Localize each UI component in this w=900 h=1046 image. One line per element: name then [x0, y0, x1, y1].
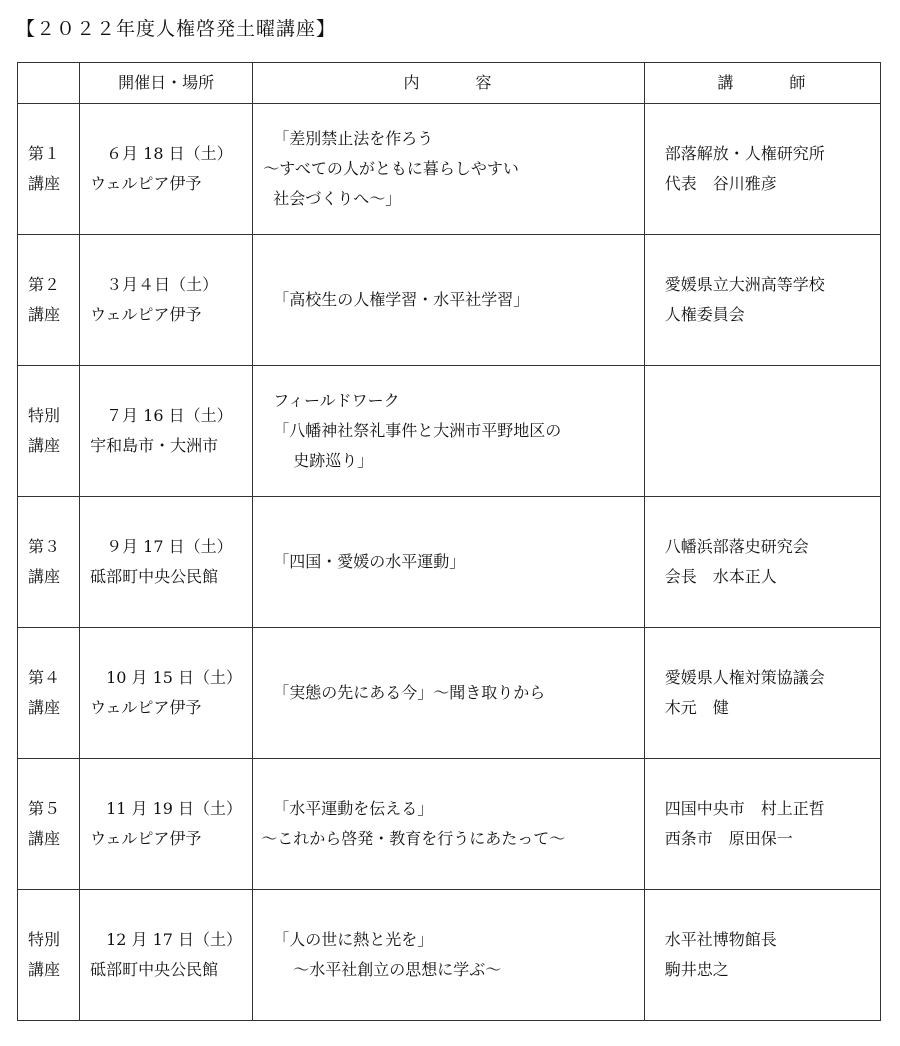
session-number: [18, 628, 80, 759]
session-date-place: [80, 890, 253, 1021]
session-number-line: 第５: [28, 799, 61, 818]
session-content: [253, 104, 644, 235]
content-line: 社会づくりへ～」: [273, 189, 402, 208]
content-line: 「差別禁止法を作ろう: [273, 129, 434, 148]
session-date: ６月 18 日（土）: [106, 144, 233, 163]
session-content: [253, 497, 644, 628]
session-content: [253, 759, 644, 890]
session-lecturer: [644, 104, 880, 235]
session-place: ウェルピア伊予: [90, 698, 202, 717]
content-line: 「高校生の人権学習・水平社学習」: [273, 290, 530, 309]
session-date-place: [80, 235, 253, 366]
session-place: 砥部町中央公民館: [90, 960, 219, 979]
table-header-row: [18, 63, 881, 104]
session-lecturer: [644, 628, 880, 759]
content-line: ～すべての人がともに暮らしやすい: [263, 159, 519, 178]
session-date-place: [80, 104, 253, 235]
table-row: [18, 104, 881, 235]
session-number-line: 第４: [28, 668, 61, 687]
lecturer-line: 木元 健: [664, 698, 729, 717]
content-line: ～水平社創立の思想に学ぶ～: [293, 960, 502, 979]
session-number-line: 第３: [28, 537, 61, 556]
page-title: 【２０２２年度人権啓発土曜講座】: [16, 18, 337, 40]
session-number-line: 講座: [28, 567, 61, 586]
session-number-line: 特別: [28, 406, 61, 425]
session-number-line: 講座: [28, 960, 61, 979]
lecturer-line: 部落解放・人権研究所: [664, 144, 825, 163]
lecturer-line: 四国中央市 村上正哲: [664, 799, 825, 818]
session-number-line: 講座: [28, 305, 61, 324]
session-number-line: 第２: [28, 275, 61, 294]
header-blank: [18, 63, 80, 104]
lecturer-line: 愛媛県人権対策協議会: [664, 668, 825, 687]
session-place: 砥部町中央公民館: [90, 567, 219, 586]
lecturer-line: 会長 水本正人: [664, 567, 777, 586]
session-date: 10 月 15 日（土）: [106, 668, 243, 687]
session-date-place: [80, 628, 253, 759]
lecturer-line: 人権委員会: [664, 305, 745, 324]
content-line: 「四国・愛媛の水平運動」: [273, 552, 466, 571]
session-number: [18, 497, 80, 628]
lecturer-line: 代表 谷川雅彦: [664, 174, 777, 193]
session-date: ３月４日（土）: [106, 275, 219, 294]
table-row: [18, 890, 881, 1021]
content-line: フィールドワーク: [273, 391, 400, 410]
lecturer-line: 愛媛県立大洲高等学校: [664, 275, 825, 294]
session-place: ウェルピア伊予: [90, 305, 202, 324]
session-number: [18, 366, 80, 497]
content-line: 「八幡神社祭礼事件と大洲市平野地区の: [273, 421, 562, 440]
table-row: [18, 497, 881, 628]
session-date-place: [80, 366, 253, 497]
lecture-schedule-table: [17, 62, 881, 1021]
session-number: [18, 759, 80, 890]
lecturer-line: 西条市 原田保一: [664, 829, 793, 848]
session-date: 12 月 17 日（土）: [106, 930, 243, 949]
session-date: 11 月 19 日（土）: [106, 799, 243, 818]
session-date: ９月 17 日（土）: [106, 537, 233, 556]
session-number: [18, 890, 80, 1021]
content-line: 「水平運動を伝える」: [273, 799, 434, 818]
session-date: ７月 16 日（土）: [106, 406, 233, 425]
session-number-line: 講座: [28, 174, 61, 193]
header-content: 内 容: [253, 63, 644, 104]
session-place: 宇和島市・大洲市: [90, 436, 219, 455]
session-lecturer: [644, 759, 880, 890]
session-place: ウェルピア伊予: [90, 174, 202, 193]
session-place: ウェルピア伊予: [90, 829, 202, 848]
session-lecturer: [644, 235, 880, 366]
session-number: [18, 235, 80, 366]
session-content: [253, 235, 644, 366]
content-line: ～これから啓発・教育を行うにあたって～: [261, 829, 566, 848]
table-row: [18, 628, 881, 759]
session-date-place: [80, 759, 253, 890]
session-number-line: 第１: [28, 144, 61, 163]
content-line: 「実態の先にある今」～聞き取りから: [273, 683, 546, 702]
session-number: [18, 104, 80, 235]
session-lecturer: [644, 890, 880, 1021]
session-lecturer: [644, 366, 880, 497]
session-number-line: 講座: [28, 698, 61, 717]
header-date-place: 開催日・場所: [80, 63, 253, 104]
table-row: [18, 366, 881, 497]
header-lecturer: 講 師: [644, 63, 880, 104]
content-line: 「人の世に熱と光を」: [273, 930, 434, 949]
lecturer-line: 駒井忠之: [664, 960, 729, 979]
table-row: [18, 759, 881, 890]
session-content: [253, 366, 644, 497]
session-number-line: 特別: [28, 930, 61, 949]
session-date-place: [80, 497, 253, 628]
session-number-line: 講座: [28, 829, 61, 848]
session-number-line: 講座: [28, 436, 61, 455]
lecturer-line: 八幡浜部落史研究会: [664, 537, 809, 556]
content-line: 史跡巡り」: [293, 451, 374, 470]
lecturer-line: 水平社博物館長: [664, 930, 777, 949]
session-content: [253, 890, 644, 1021]
session-lecturer: [644, 497, 880, 628]
session-content: [253, 628, 644, 759]
table-row: [18, 235, 881, 366]
